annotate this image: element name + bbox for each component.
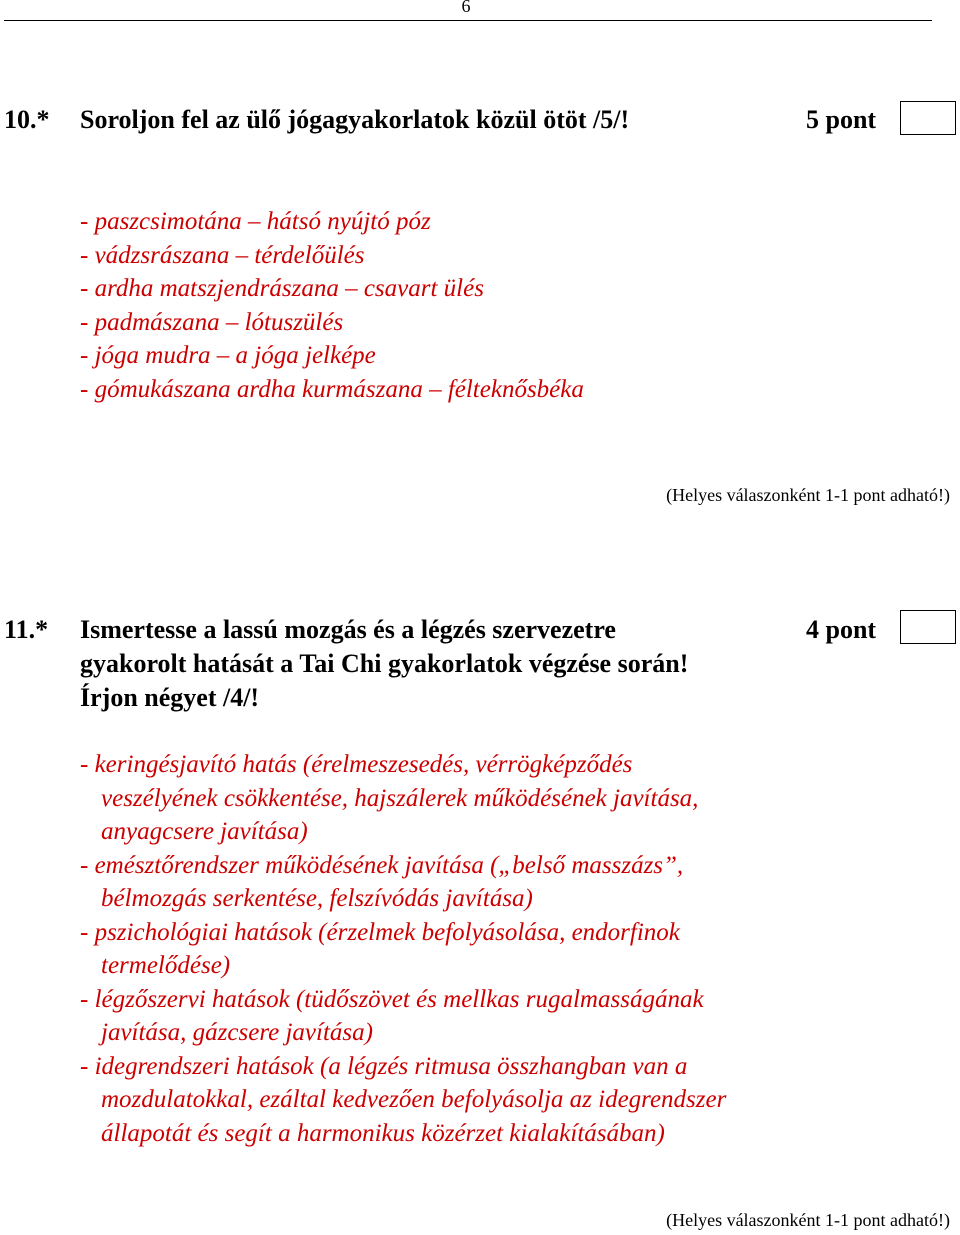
answer-line: - ardha matszjendrászana – csavart ülés [80,275,484,302]
answer-line: mozdulatokkal, ezáltal kedvezően befolyásolja az idegrendszer [101,1086,727,1113]
header-rule [4,20,932,21]
answer-line: állapotát és segít a harmonikus közérzet kialakításában) [101,1119,665,1147]
scoring-note: (Helyes válaszonként 1-1 pont adható!) [666,485,950,505]
answer-line: - idegrendszeri hatások (a légzés ritmusa összhangban van a [80,1052,688,1080]
answer-line: bélmozgás serkentése, felszívódás javítása) [101,885,533,912]
answer-line: termelődése) [101,952,231,979]
page-number: 6 [461,0,471,16]
answer-line: - gómukászana ardha kurmászana – félteknősbéka [80,375,584,403]
question-points: 5 pont [806,105,877,134]
answer-line: - padmászana – lótuszülés [80,308,344,336]
question-10-header [0,103,960,137]
score-box-question-10[interactable] [900,101,956,135]
answer-line: - keringésjavító hatás (érelmeszesedés, vérrögképződés [80,751,633,778]
question-text-line: Írjon négyet /4/! [80,683,260,712]
answer-line: - légzőszervi hatások (tüdőszövet és mellkas rugalmasságának [80,985,704,1013]
question-number: 11.* [4,615,49,644]
answer-line: veszélyének csökkentése, hajszálerek működésének javítása, [101,784,699,812]
answer-line: - paszcsimotána – hátsó nyújtó póz [80,208,431,235]
answer-line: anyagcsere javítása) [101,818,308,845]
question-points: 4 pont [806,615,877,644]
answer-list-question-10 [80,205,584,406]
question-text-line: Ismertesse a lassú mozgás és a légzés szervezetre [80,615,616,644]
answer-line: - vádzsrászana – térdelőülés [80,241,365,269]
answer-line: - jóga mudra – a jóga jelképe [80,342,376,369]
score-box-question-11[interactable] [900,610,956,644]
scoring-note: (Helyes válaszonként 1-1 pont adható!) [666,1210,950,1230]
question-number: 10.* [4,105,50,134]
question-text: Soroljon fel az ülő jógagyakorlatok közül ötöt /5/! [80,105,630,134]
answer-line: javítása, gázcsere javítása) [101,1019,373,1046]
answer-line: - emésztőrendszer működésének javítása („belső masszázs”, [80,851,684,879]
answer-line: - pszichológiai hatások (érzelmek befolyásolása, endorfinok [80,918,680,946]
question-11-header [0,613,960,715]
answer-list-question-11 [80,748,726,1150]
question-text-line: gyakorolt hatását a Tai Chi gyakorlatok végzése során! [80,649,689,678]
